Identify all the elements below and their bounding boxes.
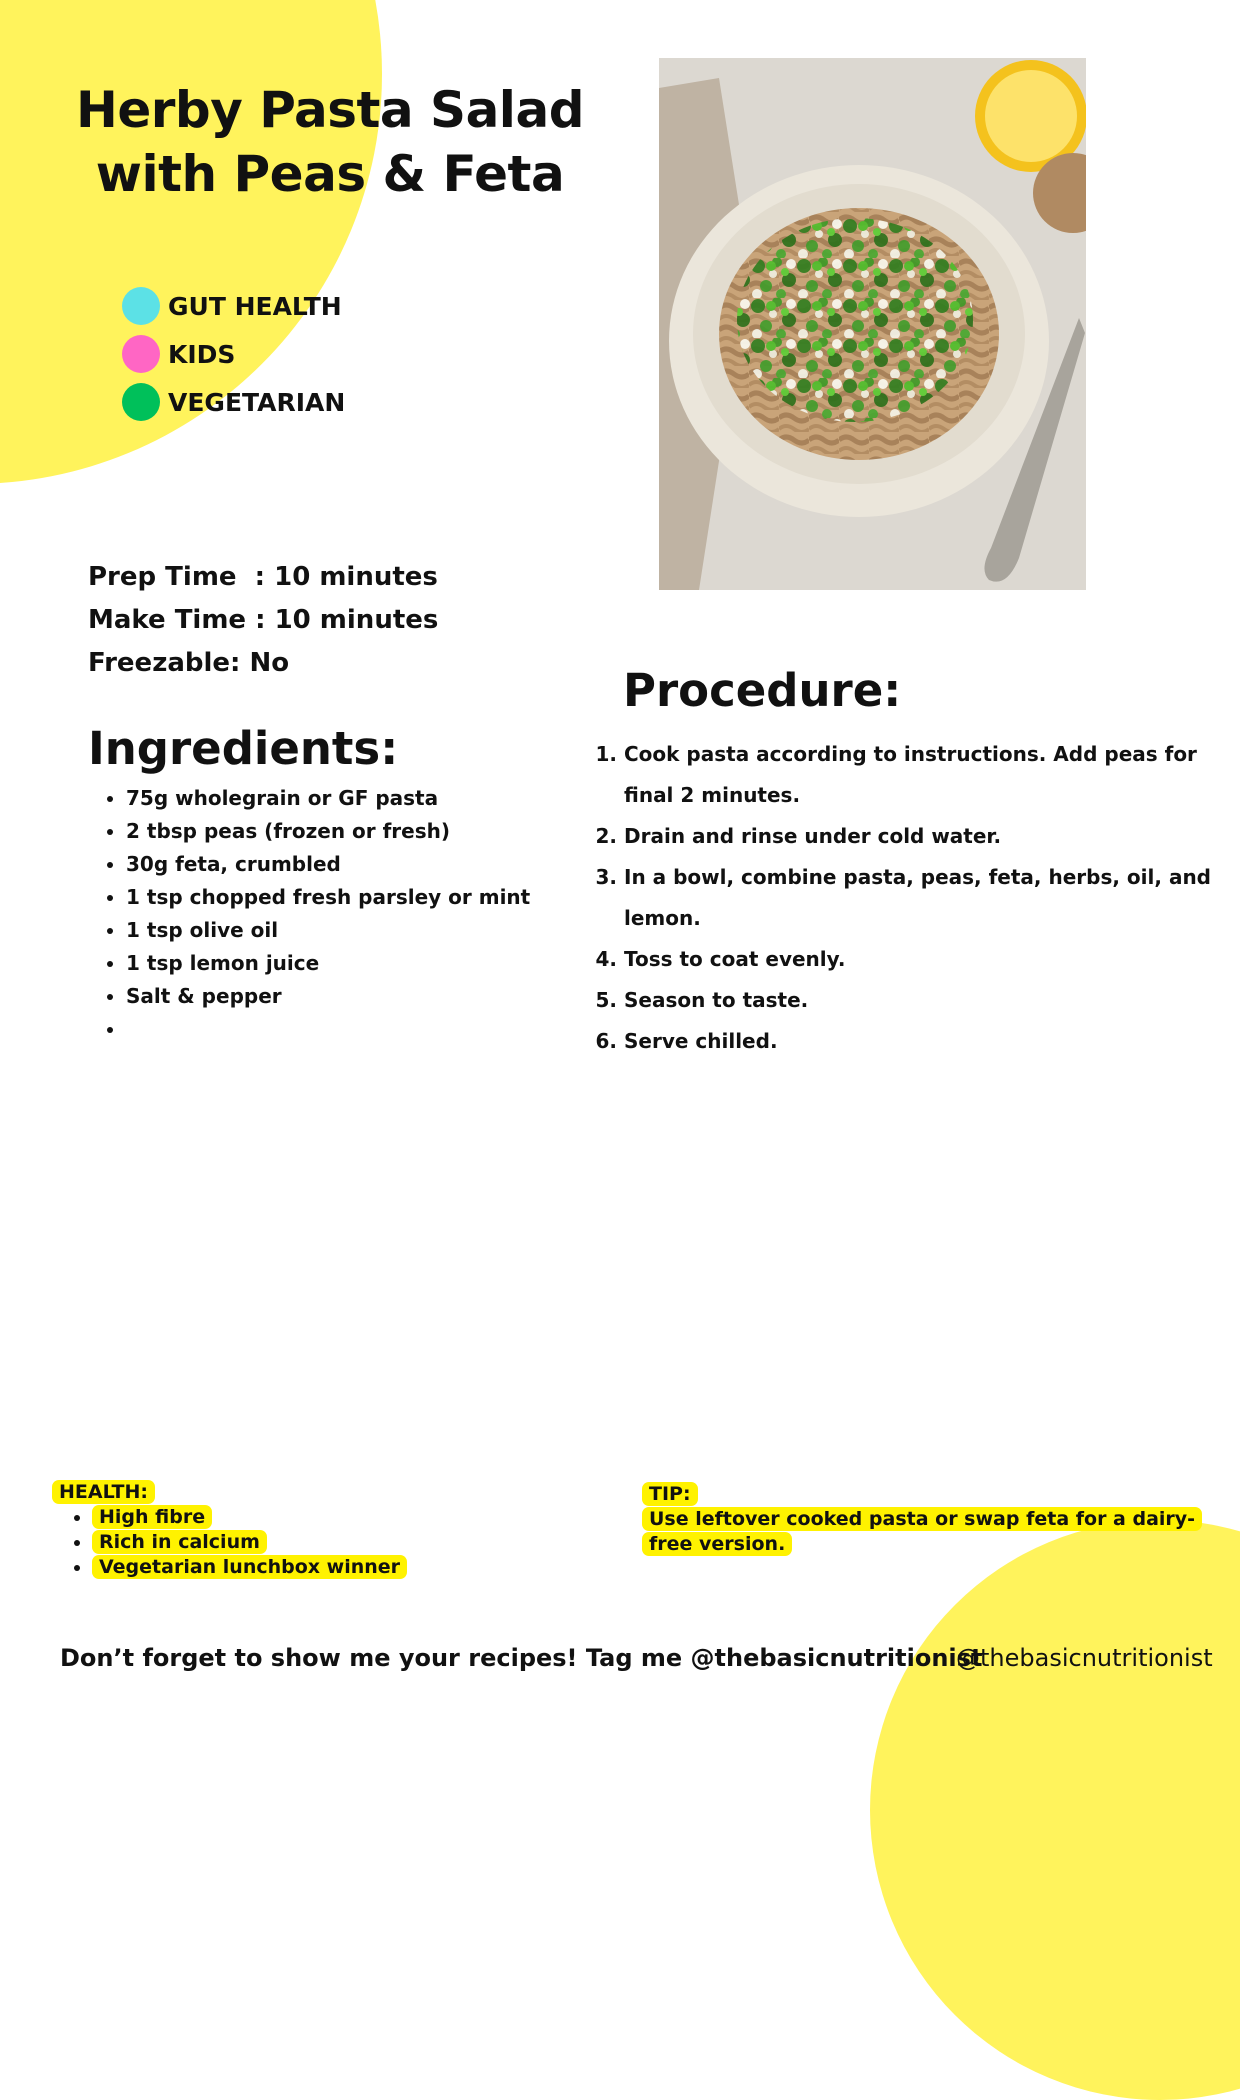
pasta-salad-photo — [659, 58, 1086, 590]
procedure-heading: Procedure: — [623, 664, 902, 717]
tag-label: KIDS — [168, 339, 236, 369]
recipe-title: Herby Pasta Salad with Peas & Feta — [76, 81, 584, 203]
health-list — [52, 1505, 407, 1580]
procedure-step: 3. In a bowl, combine pasta, peas, feta, herbs, oil, and lemon. — [624, 857, 1224, 939]
procedure-step: 5. Season to taste. — [624, 980, 1224, 1021]
procedure-step: 4. Toss to coat evenly. — [624, 939, 1224, 980]
decorative-yellow-circle-bottom — [870, 1520, 1240, 2100]
tip-box — [642, 1482, 1202, 1557]
tag-label: GUT HEALTH — [168, 291, 342, 321]
tag-label: VEGETARIAN — [168, 387, 346, 417]
health-box — [52, 1480, 407, 1580]
prep-time: Prep Time : 10 minutes — [88, 562, 438, 592]
ingredient-item — [126, 1013, 586, 1046]
ingredient-item: • 1 tsp olive oil — [126, 914, 586, 947]
health-item — [92, 1555, 407, 1580]
tag-kids — [122, 330, 345, 378]
tip-text: Use leftover cooked pasta or swap feta for a dairy-free version. — [642, 1507, 1202, 1556]
tag-vegetarian — [122, 378, 345, 426]
ingredient-item: • 1 tsp chopped fresh parsley or mint — [126, 881, 586, 914]
health-item-text: Vegetarian lunchbox winner — [92, 1555, 407, 1579]
health-label: HEALTH: — [52, 1480, 155, 1504]
ingredient-item: • 30g feta, crumbled — [126, 848, 586, 881]
health-item — [92, 1505, 407, 1530]
footer-handle: @thebasicnutritionist — [956, 1644, 1213, 1672]
health-item — [92, 1530, 407, 1555]
vegetarian-dot-icon — [122, 383, 160, 421]
make-time: Make Time : 10 minutes — [88, 605, 439, 635]
freezable: Freezable: No — [88, 648, 290, 678]
procedure-step: 6. Serve chilled. — [624, 1021, 1224, 1062]
recipe-meta — [88, 556, 438, 685]
diet-tags — [122, 282, 345, 426]
procedure-step: 1. Cook pasta according to instructions. Add peas for final 2 minutes. — [624, 734, 1224, 816]
ingredient-item: • 1 tsp lemon juice — [126, 947, 586, 980]
procedure-list — [588, 734, 1224, 1062]
health-item-text: Rich in calcium — [92, 1530, 267, 1554]
pasta-bowl-illustration — [659, 58, 1086, 590]
ingredient-item: • 75g wholegrain or GF pasta — [126, 782, 586, 815]
kids-dot-icon — [122, 335, 160, 373]
ingredient-item: • 2 tbsp peas (frozen or fresh) — [126, 815, 586, 848]
procedure-step: 2. Drain and rinse under cold water. — [624, 816, 1224, 857]
ingredients-list — [88, 782, 586, 1046]
ingredient-item: • Salt & pepper — [126, 980, 586, 1013]
health-item-text: High fibre — [92, 1505, 212, 1529]
tag-gut-health — [122, 282, 345, 330]
footer-callout: Don’t forget to show me your recipes! Tag me @thebasicnutritionist — [60, 1644, 983, 1672]
gut-health-dot-icon — [122, 287, 160, 325]
ingredients-heading: Ingredients: — [88, 722, 399, 775]
tip-label: TIP: — [642, 1482, 698, 1506]
